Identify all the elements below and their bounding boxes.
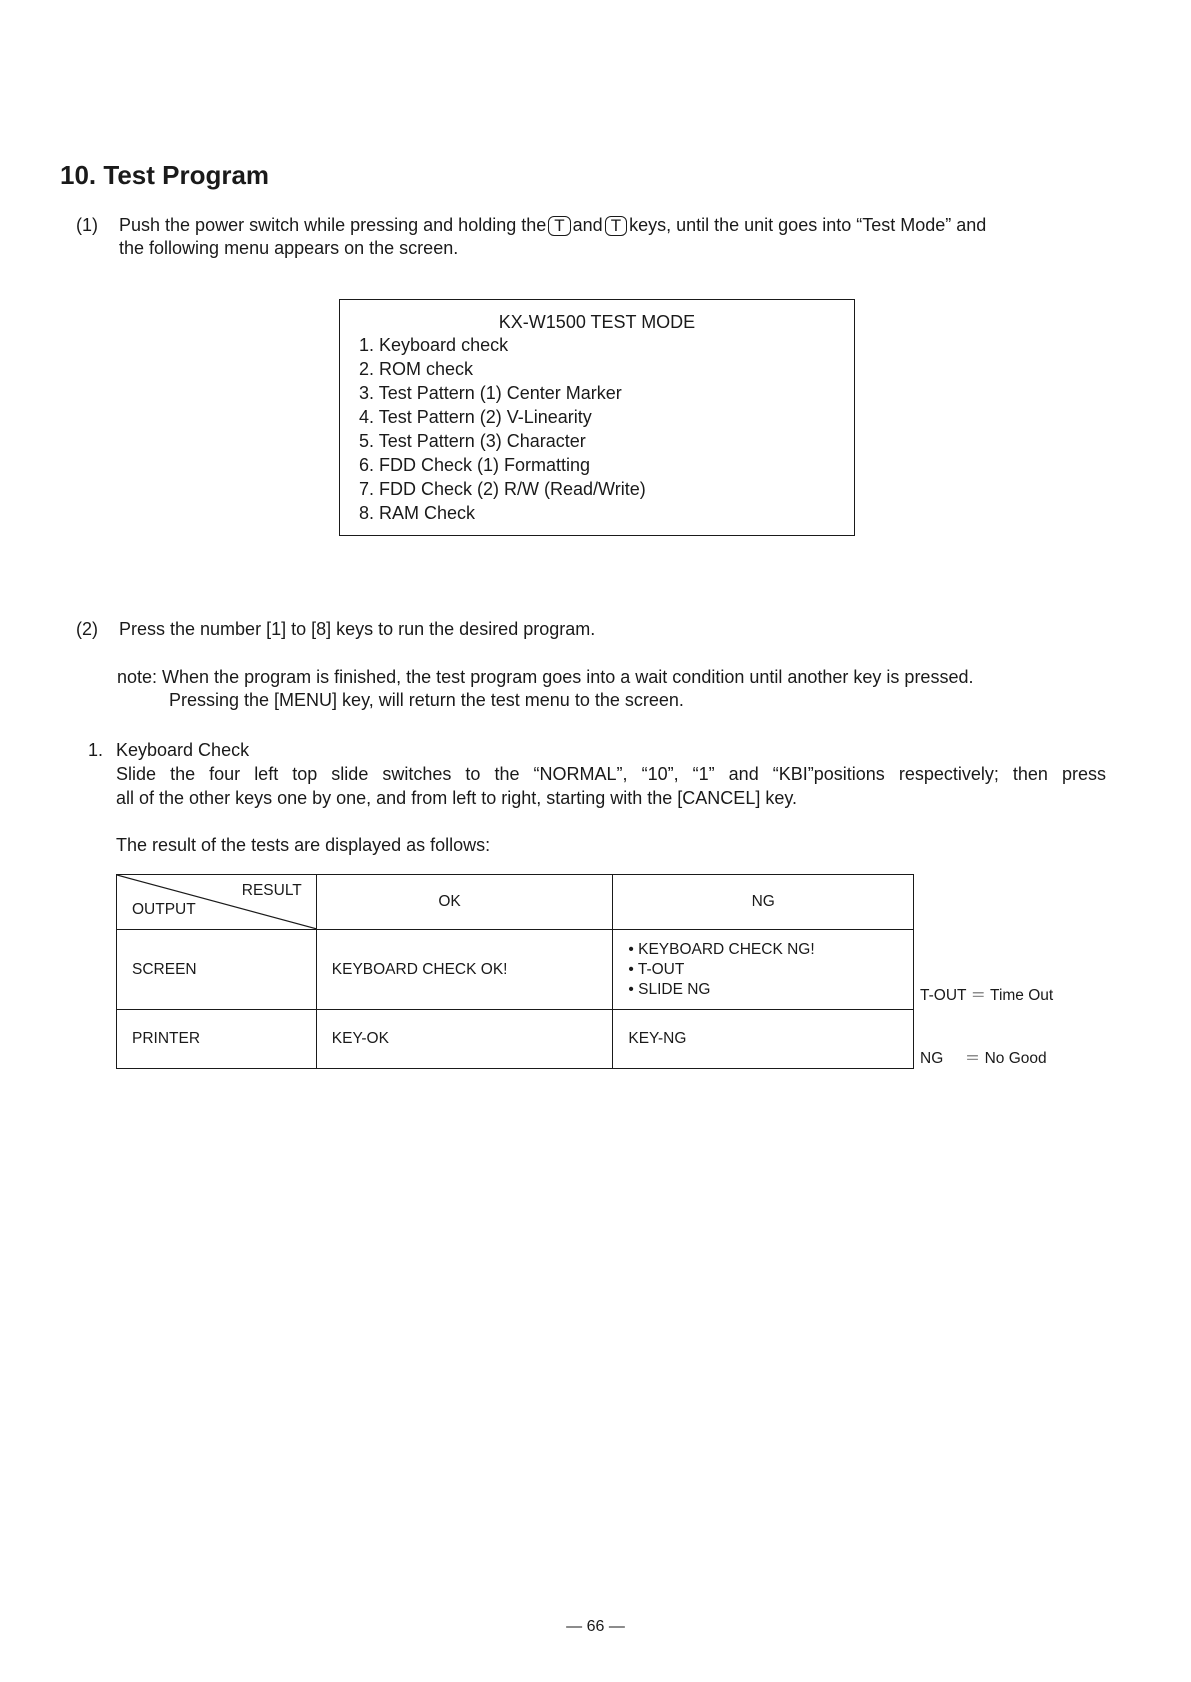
- legend-ng: NG ＝ No Good: [920, 1050, 1047, 1067]
- row-label: PRINTER: [117, 1010, 317, 1069]
- header-ok: OK: [316, 875, 613, 930]
- corner-result-label: RESULT: [241, 882, 302, 899]
- row-ng: [613, 930, 914, 1010]
- step1-text-a: Push the power switch while pressing and holding the: [119, 215, 547, 235]
- menu-item: 4. Test Pattern (2) V-Linearity: [359, 407, 592, 427]
- menu-item: 8. RAM Check: [359, 503, 476, 523]
- menu-title: KX-W1500 TEST MODE: [498, 312, 696, 332]
- subsection-heading: Keyboard Check: [116, 740, 250, 760]
- table-row: [117, 930, 914, 1010]
- menu-item: 1. Keyboard check: [359, 335, 509, 355]
- step1-line1: [119, 214, 986, 237]
- step-number: (2): [76, 619, 98, 639]
- keyboard-check-line1: Slide the four left top slide switches to the “NORMAL”, “10”, “1” and “KBI”positions respectively; then press: [116, 764, 1106, 784]
- menu-item: 5. Test Pattern (3) Character: [359, 431, 586, 451]
- legend-tout: T-OUT ＝ Time Out: [920, 987, 1054, 1004]
- step-number: (1): [76, 215, 98, 235]
- subsection-number: 1.: [88, 740, 104, 760]
- ng-item: • KEYBOARD CHECK NG!: [628, 940, 815, 958]
- test-mode-menu-box: [339, 299, 855, 536]
- step2-text: Press the number [1] to [8] keys to run the desired program.: [119, 619, 596, 639]
- note-line2: Pressing the [MENU] key, will return the test menu to the screen.: [169, 690, 684, 710]
- step1-text-b: and: [572, 215, 603, 235]
- step1-text-c: keys, until the unit goes into “Test Mode” and: [629, 215, 987, 235]
- row-ok: KEY-OK: [316, 1010, 613, 1069]
- table-row: [117, 1010, 914, 1069]
- key-t-icon: T: [605, 216, 627, 236]
- step1-line2: the following menu appears on the screen.: [119, 238, 459, 258]
- header-ng: NG: [613, 875, 914, 930]
- row-label: SCREEN: [117, 930, 317, 1010]
- corner-cell: [117, 875, 317, 930]
- keyboard-check-line2: all of the other keys one by one, and from left to right, starting with the [CANCEL] key.: [116, 788, 798, 808]
- result-table: [116, 874, 914, 1069]
- ng-item: • T-OUT: [628, 960, 685, 978]
- key-t-icon: T: [548, 216, 570, 236]
- result-intro: The result of the tests are displayed as follows:: [116, 835, 491, 855]
- ng-item: • SLIDE NG: [628, 980, 711, 998]
- table-header-row: [117, 875, 914, 930]
- legend: [920, 943, 1053, 1090]
- row-ng: KEY-NG: [613, 1010, 914, 1069]
- note-line1: note: When the program is finished, the test program goes into a wait condition until another key is pressed.: [117, 667, 974, 687]
- menu-item: 3. Test Pattern (1) Center Marker: [359, 383, 622, 403]
- menu-item: 7. FDD Check (2) R/W (Read/Write): [359, 479, 646, 499]
- corner-output-label: OUTPUT: [132, 901, 196, 918]
- row-ok: KEYBOARD CHECK OK!: [316, 930, 613, 1010]
- menu-item: 2. ROM check: [359, 359, 474, 379]
- section-title: 10. Test Program: [60, 160, 270, 190]
- menu-item: 6. FDD Check (1) Formatting: [359, 455, 591, 475]
- page-number: — 66 —: [566, 1618, 625, 1635]
